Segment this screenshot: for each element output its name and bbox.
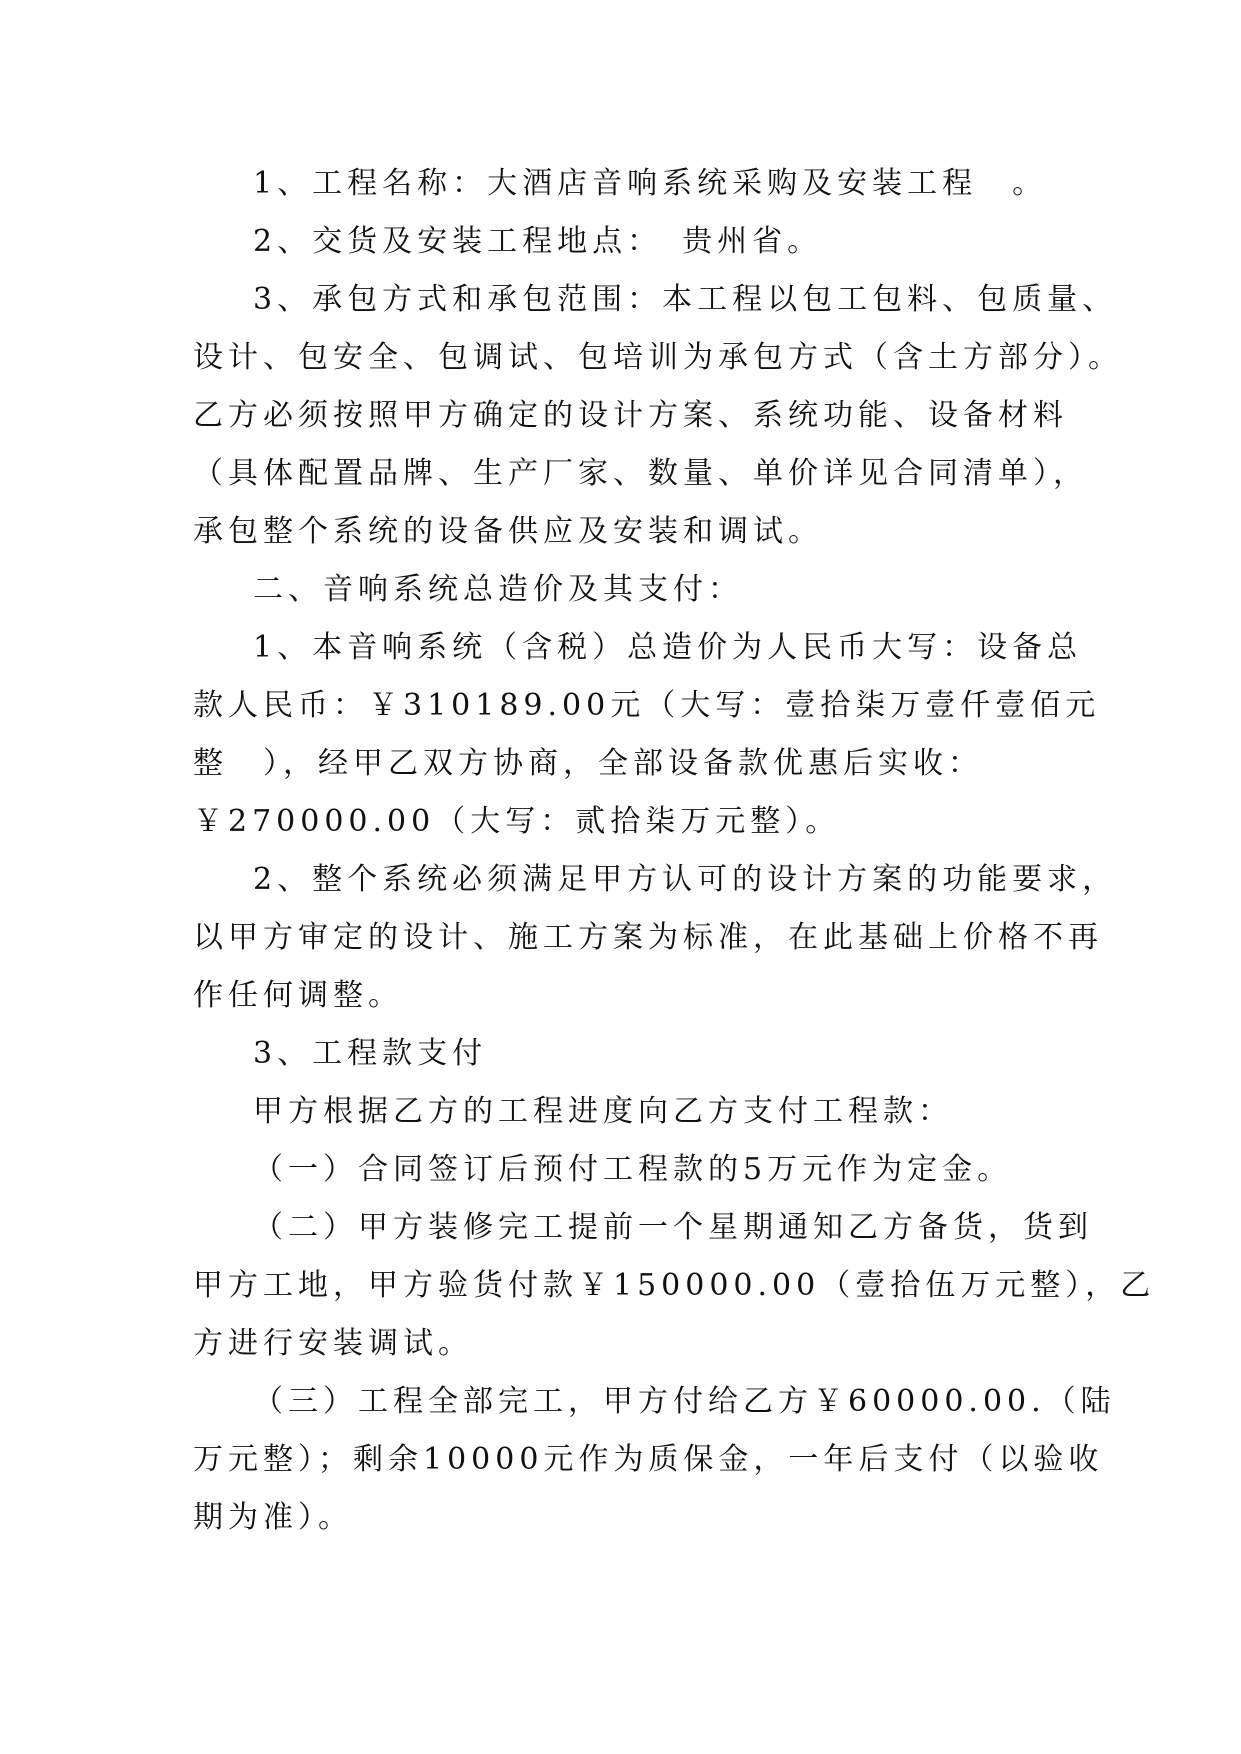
- text-line: 1、工程名称：大酒店音响系统采购及安装工程 。: [253, 166, 1048, 201]
- text-line: 甲方工地，甲方验货付款￥150000.00（壹拾伍万元整），乙: [193, 1268, 1156, 1303]
- text-line: （三）工程全部完工，甲方付给乙方￥60000.00.（陆: [253, 1384, 1116, 1419]
- text-line: 3、工程款支付: [253, 1036, 488, 1071]
- text-line: 2、交货及安装工程地点： 贵州省。: [253, 224, 823, 259]
- text-line: 方进行安装调试。: [193, 1326, 473, 1361]
- text-line: 乙方必须按照甲方确定的设计方案、系统功能、设备材料: [193, 398, 1068, 433]
- text-line: 以甲方审定的设计、施工方案为标准，在此基础上价格不再: [193, 920, 1103, 955]
- text-line: 2、整个系统必须满足甲方认可的设计方案的功能要求，: [253, 862, 1118, 897]
- text-line: （具体配置品牌、生产厂家、数量、单价详见合同清单），: [193, 456, 1088, 491]
- text-line: 3、承包方式和承包范围：本工程以包工包料、包质量、: [253, 282, 1118, 317]
- text-line: （一）合同签订后预付工程款的5万元作为定金。: [253, 1152, 1013, 1187]
- text-line: ￥270000.00（大写：贰拾柒万元整）。: [193, 804, 841, 839]
- text-line: 承包整个系统的设备供应及安装和调试。: [193, 514, 823, 549]
- text-line: 款人民币：￥310189.00元（大写：壹拾柒万壹仟壹佰元: [193, 688, 1101, 723]
- text-line: 甲方根据乙方的工程进度向乙方支付工程款：: [253, 1094, 953, 1129]
- text-line: 设计、包安全、包调试、包培训为承包方式（含土方部分）。: [193, 340, 1123, 375]
- text-line: 期为准）。: [193, 1500, 353, 1535]
- text-line: 作任何调整。: [193, 978, 403, 1013]
- section-heading: 二、音响系统总造价及其支付：: [253, 572, 743, 607]
- text-line: 万元整）；剩余10000元作为质保金，一年后支付（以验收: [193, 1442, 1104, 1477]
- text-line: 1、本音响系统（含税）总造价为人民币大写：设备总: [253, 630, 1083, 665]
- text-line: 整 ），经甲乙双方协商，全部设备款优惠后实收：: [193, 746, 983, 781]
- text-line: （二）甲方装修完工提前一个星期通知乙方备货，货到: [253, 1210, 1093, 1245]
